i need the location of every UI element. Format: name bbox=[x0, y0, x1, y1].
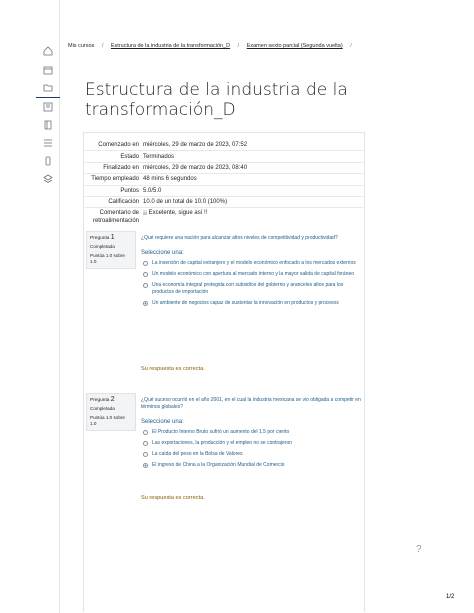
answer-option-text: Una economía integral protegida con subsidios del gobierno y aranceles altos para los productos de importación bbox=[152, 282, 344, 295]
question-score: Puntúa 1.0 sobre 1.0 bbox=[90, 253, 125, 264]
question-number: 2 bbox=[110, 396, 115, 403]
question-2-info bbox=[86, 393, 136, 431]
summary-row bbox=[85, 185, 363, 196]
question-number: 1 bbox=[110, 234, 115, 241]
summary-row bbox=[85, 196, 363, 207]
breadcrumb-exam[interactable]: Examen sexto parcial (Segunda vuelta) bbox=[246, 43, 343, 49]
summary-row bbox=[85, 140, 363, 150]
summary-label: Tiempo empleado bbox=[91, 176, 139, 183]
summary-row bbox=[85, 207, 363, 226]
attempt-summary bbox=[85, 140, 363, 227]
answer-option-text: El ingreso de China a la Organización Mundial de Comercio bbox=[152, 462, 285, 468]
answer-option[interactable] bbox=[141, 260, 363, 267]
question-text: ¿Qué requiere una nación para alcanzar altos niveles de competitividad y productividad? bbox=[141, 235, 338, 241]
question-state: Completada bbox=[90, 406, 115, 411]
answer-option[interactable] bbox=[141, 429, 363, 436]
page-title: Estructura de la industria de la transformación_D bbox=[85, 80, 348, 120]
summary-label: Comentario de retroalimentación bbox=[92, 210, 139, 225]
answer-option-selected[interactable] bbox=[141, 462, 363, 469]
layers-icon[interactable] bbox=[43, 174, 53, 184]
breadcrumb bbox=[68, 43, 358, 49]
summary-value: 5.0/5.0 bbox=[143, 187, 162, 194]
summary-label: Calificación bbox=[108, 199, 139, 206]
radio-button[interactable] bbox=[143, 452, 148, 457]
summary-row bbox=[85, 162, 363, 173]
radio-button[interactable] bbox=[143, 430, 148, 435]
answer-prompt: Seleccione una: bbox=[141, 419, 184, 425]
answer-option[interactable] bbox=[141, 451, 363, 458]
dashboard-icon[interactable] bbox=[43, 46, 53, 56]
breadcrumb-courses[interactable]: Mis cursos bbox=[68, 43, 95, 49]
breadcrumb-separator: / bbox=[350, 43, 352, 49]
answer-option-text: La inserción de capital extranjero y el modelo económico enfocado a los mercados externos bbox=[152, 260, 356, 266]
book-icon[interactable] bbox=[43, 120, 53, 130]
answer-option-selected[interactable] bbox=[141, 300, 363, 307]
answer-option-text: Las exportaciones, la producción y el empleo no se contrajeron bbox=[152, 440, 293, 446]
answer-option-text: Un ambiente de negocios capaz de sustentar la innovación en productos y procesos bbox=[152, 300, 339, 306]
breadcrumb-separator: / bbox=[237, 43, 240, 49]
answer-prompt: Seleccione una: bbox=[141, 250, 184, 256]
calendar-icon[interactable] bbox=[43, 65, 53, 75]
page-indicator: 1/2 bbox=[446, 594, 455, 600]
question-label: Pregunta bbox=[90, 398, 110, 403]
nav-rail bbox=[0, 0, 60, 613]
summary-value: 48 mins 6 segundos bbox=[143, 176, 197, 183]
question-state: Completada bbox=[90, 244, 115, 249]
radio-button[interactable] bbox=[143, 272, 148, 277]
question-text: ¿Qué suceso ocurrió en el año 2001, en el cual la industria mexicana se vio obligada a competir en términos globales? bbox=[141, 397, 361, 410]
summary-row bbox=[85, 150, 363, 161]
answer-option[interactable] bbox=[141, 282, 363, 296]
summary-label: Finalizado en bbox=[103, 164, 139, 171]
help-icon[interactable]: ? bbox=[416, 544, 422, 555]
summary-value: ¡¡ Excelente, sigue así !! bbox=[143, 210, 208, 217]
question-score: Puntúa 1.0 sobre 1.0 bbox=[90, 415, 125, 426]
rail-active-indicator bbox=[36, 97, 60, 98]
answer-option[interactable] bbox=[141, 271, 363, 278]
breadcrumb-separator: / bbox=[101, 43, 104, 49]
answer-option-text: La caída del peso en la Bolsa de Valores bbox=[152, 451, 243, 457]
summary-value: miércoles, 29 de marzo de 2023, 08:40 bbox=[143, 164, 248, 171]
summary-value: 10.0 de un total de 10.0 (100%) bbox=[143, 199, 228, 206]
summary-row bbox=[85, 173, 363, 184]
answer-option-text: El Producto Interno Bruto sufrió un aumento del 1.5 por ciento bbox=[152, 429, 290, 435]
answer-option[interactable] bbox=[141, 440, 363, 447]
summary-value: Terminados bbox=[143, 153, 175, 160]
summary-value: miércoles, 29 de marzo de 2023, 07:52 bbox=[143, 142, 248, 149]
folder-icon[interactable] bbox=[43, 83, 53, 93]
summary-label: Estado bbox=[120, 153, 139, 160]
radio-button-checked[interactable] bbox=[143, 463, 148, 468]
question-2-body bbox=[141, 397, 363, 469]
list-icon[interactable] bbox=[43, 138, 53, 148]
answer-feedback: Su respuesta es correcta. bbox=[141, 495, 205, 501]
summary-label: Puntos bbox=[120, 187, 139, 194]
grades-icon[interactable] bbox=[43, 102, 53, 112]
radio-button[interactable] bbox=[143, 441, 148, 446]
summary-label: Comenzado en bbox=[98, 142, 139, 149]
question-1-info bbox=[86, 231, 136, 269]
radio-button[interactable] bbox=[143, 261, 148, 266]
breadcrumb-course[interactable]: Estructura de la industria de la transformación_D bbox=[110, 43, 231, 49]
radio-button-checked[interactable] bbox=[143, 301, 148, 306]
question-1-body bbox=[141, 235, 363, 307]
radio-button[interactable] bbox=[143, 283, 148, 288]
question-label: Pregunta bbox=[90, 236, 110, 241]
answer-feedback: Su respuesta es correcta. bbox=[141, 366, 205, 372]
mobile-icon[interactable] bbox=[43, 156, 53, 166]
answer-option-text: Un modelo económico con apertura al mercado interno y la mayor salida de capital foráneo bbox=[152, 271, 355, 277]
